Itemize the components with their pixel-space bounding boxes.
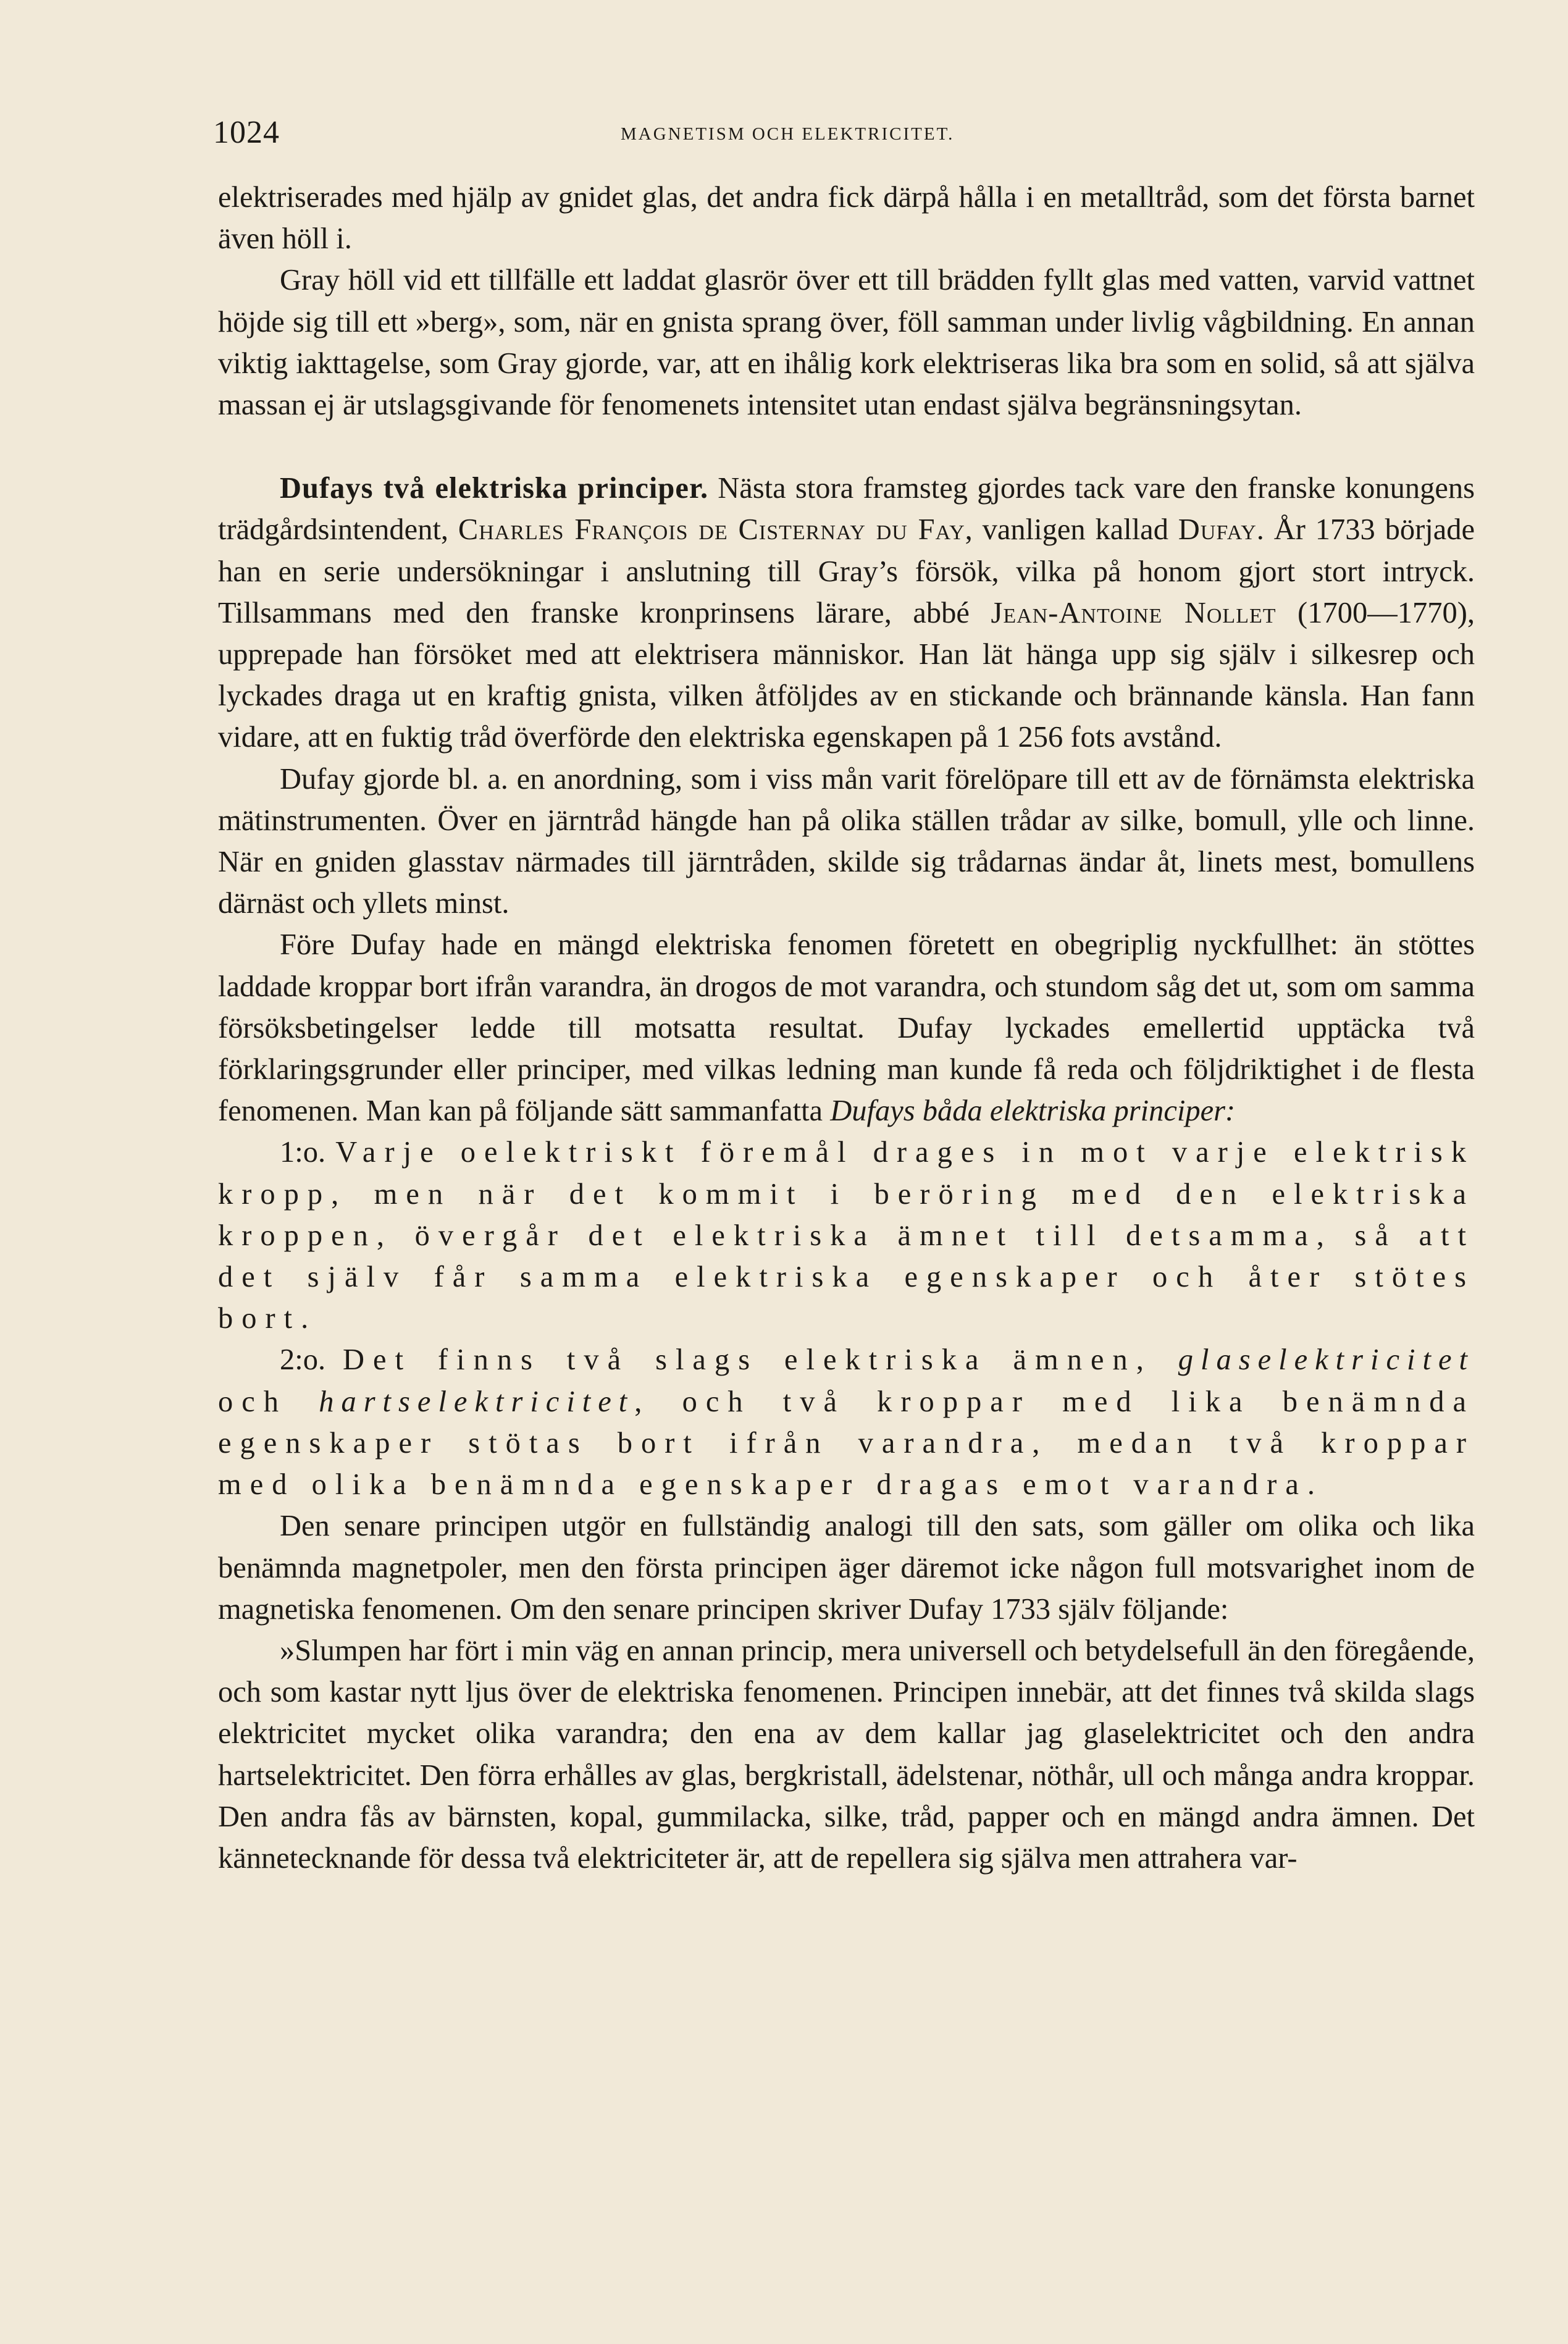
person-name: Jean-Antoine Nollet xyxy=(991,596,1277,629)
text-run: (1700—1770), upprepade han försöket med att elektrisera människor. Han lät hänga upp sig själv i silkesrep och lyckades draga ut en kraftig gnista, vilken åtföljdes av en stickande och brännande känsla. Han fann vidare, att en fuktig tråd överförde den elektriska egenskapen på 1 256 fots avstånd. xyxy=(218,596,1475,754)
person-name: Dufay xyxy=(1178,513,1257,547)
spaced-text: Varje oelektriskt föremål drages in mot varje elektrisk kropp, men när det kommit i beröring med den elektriska kroppen, övergår det elektriska ämnet till detsamma, så att det själv får samma elektriska egenskaper och åter stötes bort. xyxy=(218,1136,1475,1335)
italic-phrase: Dufays båda elektriska principer: xyxy=(830,1094,1236,1128)
text-run: Före Dufay hade en mängd elektriska fenomen företett en obegriplig nyckfullhet: än stöttes laddade kroppar bort ifrån varandra, än drogos de mot varandra, och stundom såg det ut, som om samma försöksbetingelser ledde till motsatta resultat. Dufay lyckades emellertid upptäcka två förklaringsgrunder eller principer, med vilkas ledning man kunde få reda och följdriktighet i de flesta fenomenen. Man kan på följande sätt sammanfatta xyxy=(218,928,1475,1128)
paragraph: Gray höll vid ett tillfälle ett laddat glasrör över ett till brädden fyllt glas med vatten, varvid vattnet höjde sig till ett »berg», som, när en gnista sprang över, föll samman under livlig vågbildning. En annan viktig iakttagelse, som Gray gjorde, var, att en ihålig kork elektriseras lika bra som en solid, så att själva massan ej är utslagsgivande för fenomenets intensitet utan endast själva begränsningsytan. xyxy=(218,264,1475,422)
paragraph: elektriserades med hjälp av gnidet glas, det andra fick därpå hålla i en metalltråd, som det första barnet även höll i. xyxy=(218,181,1475,256)
paragraph: Den senare principen utgör en fullständig analogi till den sats, som gäller om olika och lika benämnda magnetpoler, men den första principen äger däremot icke någon full motsvarighet inom de magnetiska fenomenen. Om den senare principen skriver Dufay 1733 själv följande: xyxy=(218,1510,1475,1626)
page-number: 1024 xyxy=(213,115,280,150)
text-run: . År 1733 började han en serie undersökningar i anslutning till Gray’s försök, vilka på honom gjort stort intryck. Tillsammans med den franske kronprinsens lärare, abbé xyxy=(218,513,1475,629)
principle-label: 1:o. xyxy=(280,1136,336,1169)
spaced-italic-term: hartselektricitet xyxy=(319,1385,635,1418)
paragraph: Dufay gjorde bl. a. en anordning, som i viss mån varit förelöpare till ett av de förnämsta elektriska mätinstrumenten. Över en järntråd hängde han på olika ställen trådar av silke, bomull, ylle och linne. När en gniden glasstav närmades till järntråden, skilde sig trådarnas ändar åt, linets mest, bomullens därnäst och yllets minst. xyxy=(218,762,1475,920)
spaced-italic-term: glaselektricitet xyxy=(1178,1343,1475,1377)
text-run: , vanligen kallad xyxy=(965,513,1178,547)
section-paragraph xyxy=(218,468,1475,758)
spaced-text: Det finns två slags elektriska ämnen, xyxy=(343,1343,1178,1377)
running-title: MAGNETISM OCH ELEKTRICITET. xyxy=(621,124,955,144)
page-header xyxy=(213,114,1479,158)
principle-1 xyxy=(218,1132,1475,1339)
principle-label: 2:o. xyxy=(280,1343,343,1377)
person-name: Charles François de Cisternay du Fay xyxy=(458,513,965,547)
quote-paragraph: »Slumpen har fört i min väg en annan princip, mera universell och betydelsefull än den föregående, och som kastar nytt ljus över de elektriska fenomenen. Principen innebär, att det finnes två skilda slags elektricitet mycket olika varandra; den ena av dem kallar jag glaselektricitet och den andra hartselektricitet. Den förra erhålles av glas, bergkristall, ädelstenar, nöthår, ull och många andra kroppar. Den andra fås av bärnsten, kopal, gummilacka, silke, tråd, papper och en mängd andra ämnen. Det kännetecknande för dessa två elektriciteter är, att de repellera sig själva men attrahera var- xyxy=(218,1634,1475,1875)
body-text xyxy=(218,177,1475,1879)
principle-2 xyxy=(218,1339,1475,1505)
section-heading: Dufays två elektriska principer. xyxy=(280,472,709,505)
spaced-text: , och två kroppar med lika benämnda egenskaper stötas bort ifrån varandra, medan två kroppar med olika benämnda egenskaper dragas emot varandra. xyxy=(218,1385,1475,1502)
text-run: Nästa stora framsteg gjordes tack vare den franske konungens trädgårdsintendent, xyxy=(218,472,1475,547)
paragraph xyxy=(218,924,1475,1132)
spaced-text: och xyxy=(218,1385,319,1418)
